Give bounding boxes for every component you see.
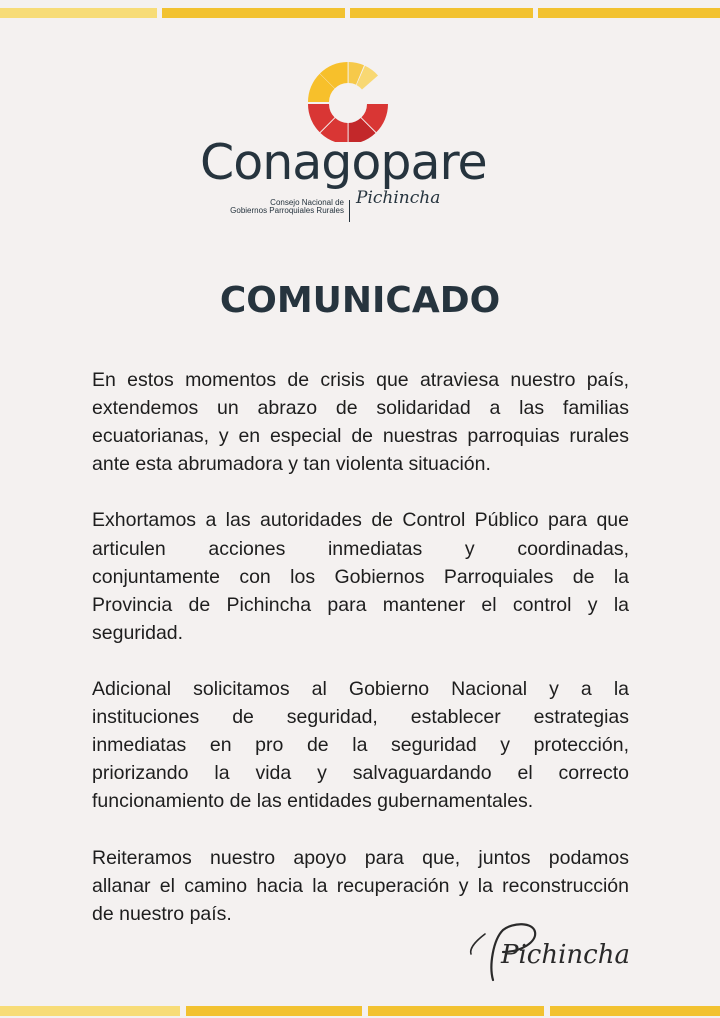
logo-c-mark-icon [300,58,400,142]
signature-text: Pichincha [501,940,630,970]
text-line: ecuatorianas, y en especial de nuestras parroquias rurales [92,425,629,448]
text-line: inmediatas en pro de la seguridad y protección, [92,734,629,757]
stripe-segment-dark [368,1006,544,1016]
stripe-segment-dark [186,1006,362,1016]
paragraph [92,844,629,928]
brand-subtitle-line: Consejo Nacional de [270,198,344,207]
stripe-segment-dark [538,8,720,18]
text-line: de nuestro país. [92,902,232,925]
brand-divider [349,200,350,222]
text-line: funcionamiento de las entidades gubernamentales. [92,790,534,813]
text-line: instituciones de seguridad, establecer estrategias [92,706,629,729]
brand-subtitle [226,199,344,215]
stripe-segment-light [0,1006,180,1016]
text-line: priorizando la vida y salvaguardando el correcto [92,762,629,785]
paragraph [92,506,629,646]
page-title: COMUNICADO [219,280,501,321]
brand-subtitle-line: Gobiernos Parroquiales Rurales [230,206,344,215]
text-line: En estos momentos de crisis que atraviesa nuestro país, [92,369,629,391]
text-line: Exhortamos a las autoridades de Control Público para que [92,509,629,532]
conagopare-logo [196,56,506,231]
pichincha-signature [463,918,673,988]
text-line: Adicional solicitamos al Gobierno Nacional y a la [92,678,629,701]
text-line: Reiteramos nuestro apoyo para que, juntos podamos [92,846,629,869]
stripe-segment-dark [550,1006,720,1016]
text-line: allanar el camino hacia la recuperación y la reconstrucción [92,874,629,897]
text-line: ante esta abrumadora y tan violenta situación. [92,453,491,476]
text-line: conjuntamente con los Gobiernos Parroquiales de la [92,565,629,588]
paragraph [92,366,629,478]
text-line: articulen acciones inmediatas y coordinadas, [92,537,629,560]
stripe-segment-light [0,8,157,18]
communique-body [92,366,629,956]
text-line: extendemos un abrazo de solidaridad a las familias [92,397,629,420]
stripe-segment-dark [162,8,345,18]
bottom-stripe [0,1006,720,1016]
text-line: seguridad. [92,621,184,644]
brand-script-pichincha: Pichincha [356,188,441,208]
paragraph [92,675,629,815]
text-line: Provincia de Pichincha para mantener el control y la [92,593,629,616]
stripe-segment-dark [350,8,533,18]
top-stripe [0,8,720,18]
brand-name: Conagopare [200,134,487,191]
